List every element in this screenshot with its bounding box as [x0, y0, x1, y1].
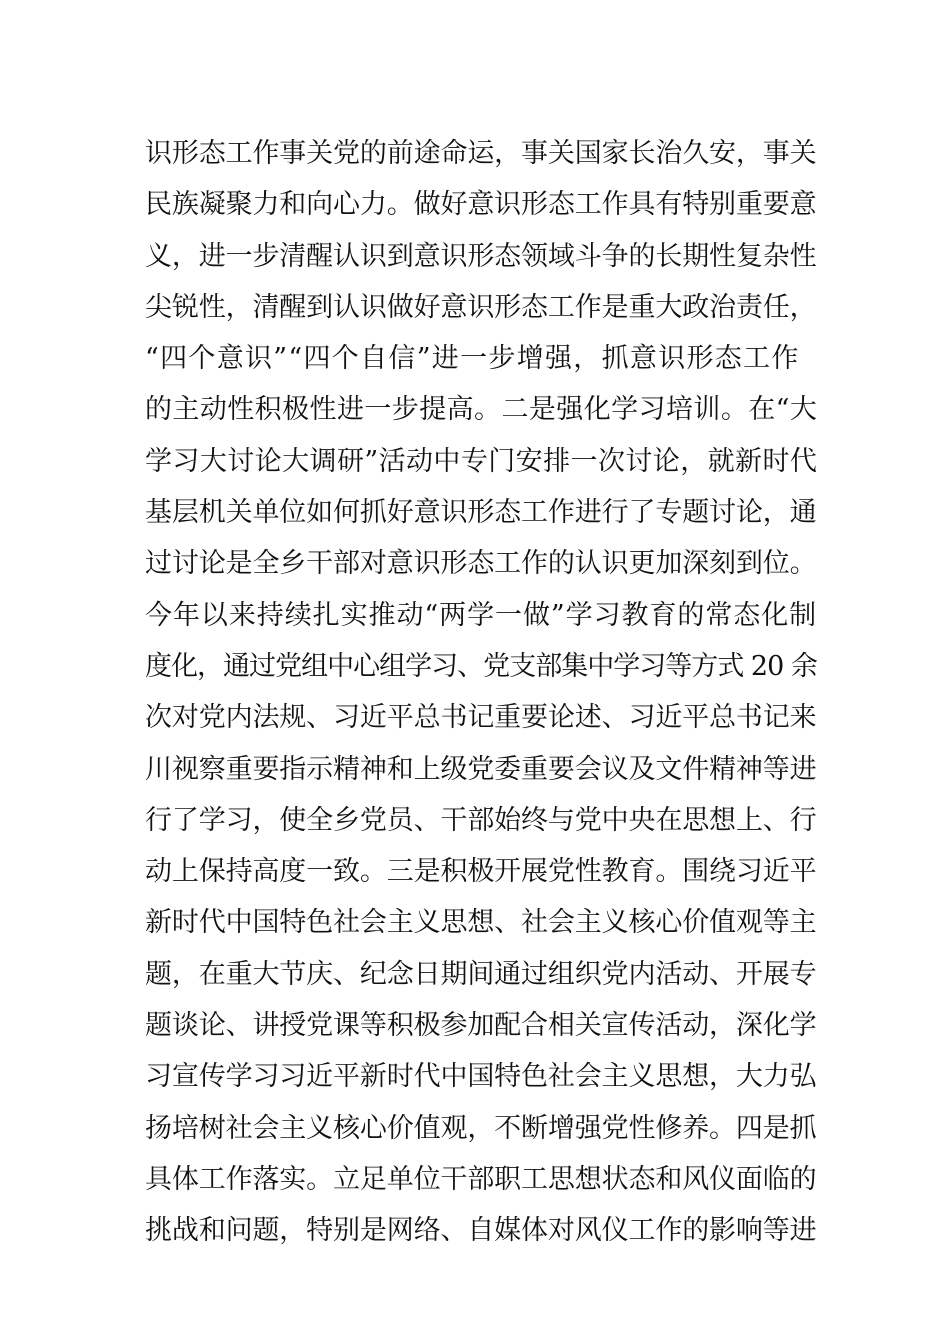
text-line: 动上保持高度一致。三是积极开展党性教育。围绕习近平 — [145, 856, 817, 888]
text-line: 习宣传学习习近平新时代中国特色社会主义思想，大力弘 — [145, 1061, 817, 1093]
text-line: 今年以来持续扎实推动“两学一做”学习教育的常态化制 — [145, 599, 818, 631]
text-line: 扬培树社会主义核心价值观，不断增强党性修养。四是抓 — [145, 1112, 817, 1144]
text-line: 基层机关单位如何抓好意识形态工作进行了专题讨论，通 — [145, 497, 817, 529]
text-line: 挑战和问题，特别是网络、自媒体对风仪工作的影响等进 — [145, 1215, 817, 1247]
text-line: 题，在重大节庆、纪念日期间通过组织党内活动、开展专 — [145, 958, 817, 990]
body-text — [145, 128, 817, 1257]
text-line: 的主动性积极性进一步提高。二是强化学习培训。在“大 — [145, 394, 818, 426]
text-line: 义，进一步清醒认识到意识形态领域斗争的长期性复杂性 — [145, 240, 817, 272]
text-line: 尖锐性，清醒到认识做好意识形态工作是重大政治责任， — [145, 291, 817, 323]
text-line: 度化，通过党组中心组学习、党支部集中学习等方式 20 余 — [145, 650, 817, 682]
text-line: 题谈论、讲授党课等积极参加配合相关宣传活动，深化学 — [145, 1010, 817, 1042]
text-line: 次对党内法规、习近平总书记重要论述、习近平总书记来 — [145, 702, 817, 734]
text-line: 行了学习，使全乡党员、干部始终与党中央在思想上、行 — [145, 804, 817, 836]
text-line: 过讨论是全乡干部对意识形态工作的认识更加深刻到位。 — [145, 548, 817, 580]
text-line: 川视察重要指示精神和上级党委重要会议及文件精神等进 — [145, 753, 817, 785]
text-line: 具体工作落实。立足单位干部职工思想状态和风仪面临的 — [145, 1163, 817, 1195]
text-line: 识形态工作事关党的前途命运，事关国家长治久安，事关 — [145, 138, 817, 169]
text-line: “四个意识”“四个自信”进一步增强，抓意识形态工作 — [145, 343, 800, 375]
text-line: 新时代中国特色社会主义思想、社会主义核心价值观等主 — [145, 907, 817, 939]
text-line: 民族凝聚力和向心力。做好意识形态工作具有特别重要意 — [145, 189, 817, 221]
text-line: 学习大讨论大调研”活动中专门安排一次讨论，就新时代 — [145, 445, 818, 477]
